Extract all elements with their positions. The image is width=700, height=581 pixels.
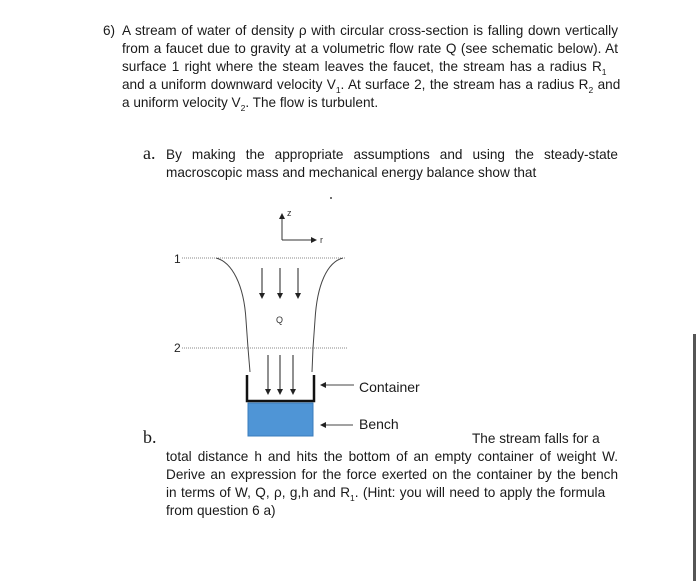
- flow-rate-label: Q: [276, 315, 284, 325]
- part-a-line-2: macroscopic mass and mechanical energy balance show that: [166, 165, 537, 180]
- part-a-line-1: By making the appropriate assumptions and using the steady-state: [166, 147, 618, 162]
- question-line-5-text-b: . The flow is turbulent.: [245, 95, 379, 110]
- bench: [248, 403, 313, 436]
- stream-right-edge: [312, 258, 343, 372]
- v2-subscript: 2: [240, 103, 246, 113]
- question-line-1: A stream of water of density ρ with circular cross-section is falling down vertically: [122, 23, 618, 38]
- part-b-line-5: from question 6 a): [166, 503, 276, 518]
- r-axis-label: r: [320, 235, 323, 245]
- r1-subscript: 1: [601, 67, 607, 77]
- r2-subscript: 2: [588, 85, 594, 95]
- question-line-4-text-a: and a uniform downward velocity V: [122, 77, 336, 92]
- part-b-line-3: Derive an expression for the force exerted on the container by the bench: [166, 467, 618, 482]
- part-b-line-2: total distance h and hits the bottom of an empty container of weight W.: [166, 449, 618, 464]
- container-label: Container: [359, 379, 420, 395]
- surface-1-label: 1: [174, 252, 181, 266]
- question-line-3-text: surface 1 right where the steam leaves the faucet, the stream has a radius R: [122, 59, 602, 74]
- stream-left-edge: [216, 258, 250, 372]
- stray-dot: [330, 197, 332, 199]
- z-axis-label: z: [287, 208, 292, 218]
- part-b-r1-subscript: 1: [350, 493, 355, 503]
- part-b-label: b.: [143, 427, 157, 447]
- part-a-label: a.: [143, 143, 156, 163]
- question-line-4-text-b: . At surface 2, the stream has a radius R: [340, 77, 589, 92]
- scroll-edge-bar: [693, 334, 696, 581]
- question-line-2: from a faucet due to gravity at a volumetric flow rate Q (see schematic below). At: [122, 41, 618, 56]
- v1-subscript: 1: [335, 85, 341, 95]
- surface-2-label: 2: [174, 341, 181, 355]
- part-b-line-4-text-b: . (Hint: you will need to apply the formula: [354, 485, 606, 500]
- bench-label: Bench: [359, 416, 399, 432]
- part-b-line-1: The stream falls for a: [472, 431, 600, 446]
- question-line-5-text-a: a uniform velocity V: [122, 95, 241, 110]
- question-number: 6): [103, 23, 116, 38]
- question-line-4-text-c: and: [593, 77, 621, 92]
- part-b-line-4-text-a: in terms of W, Q, ρ, g,h and R: [166, 485, 351, 500]
